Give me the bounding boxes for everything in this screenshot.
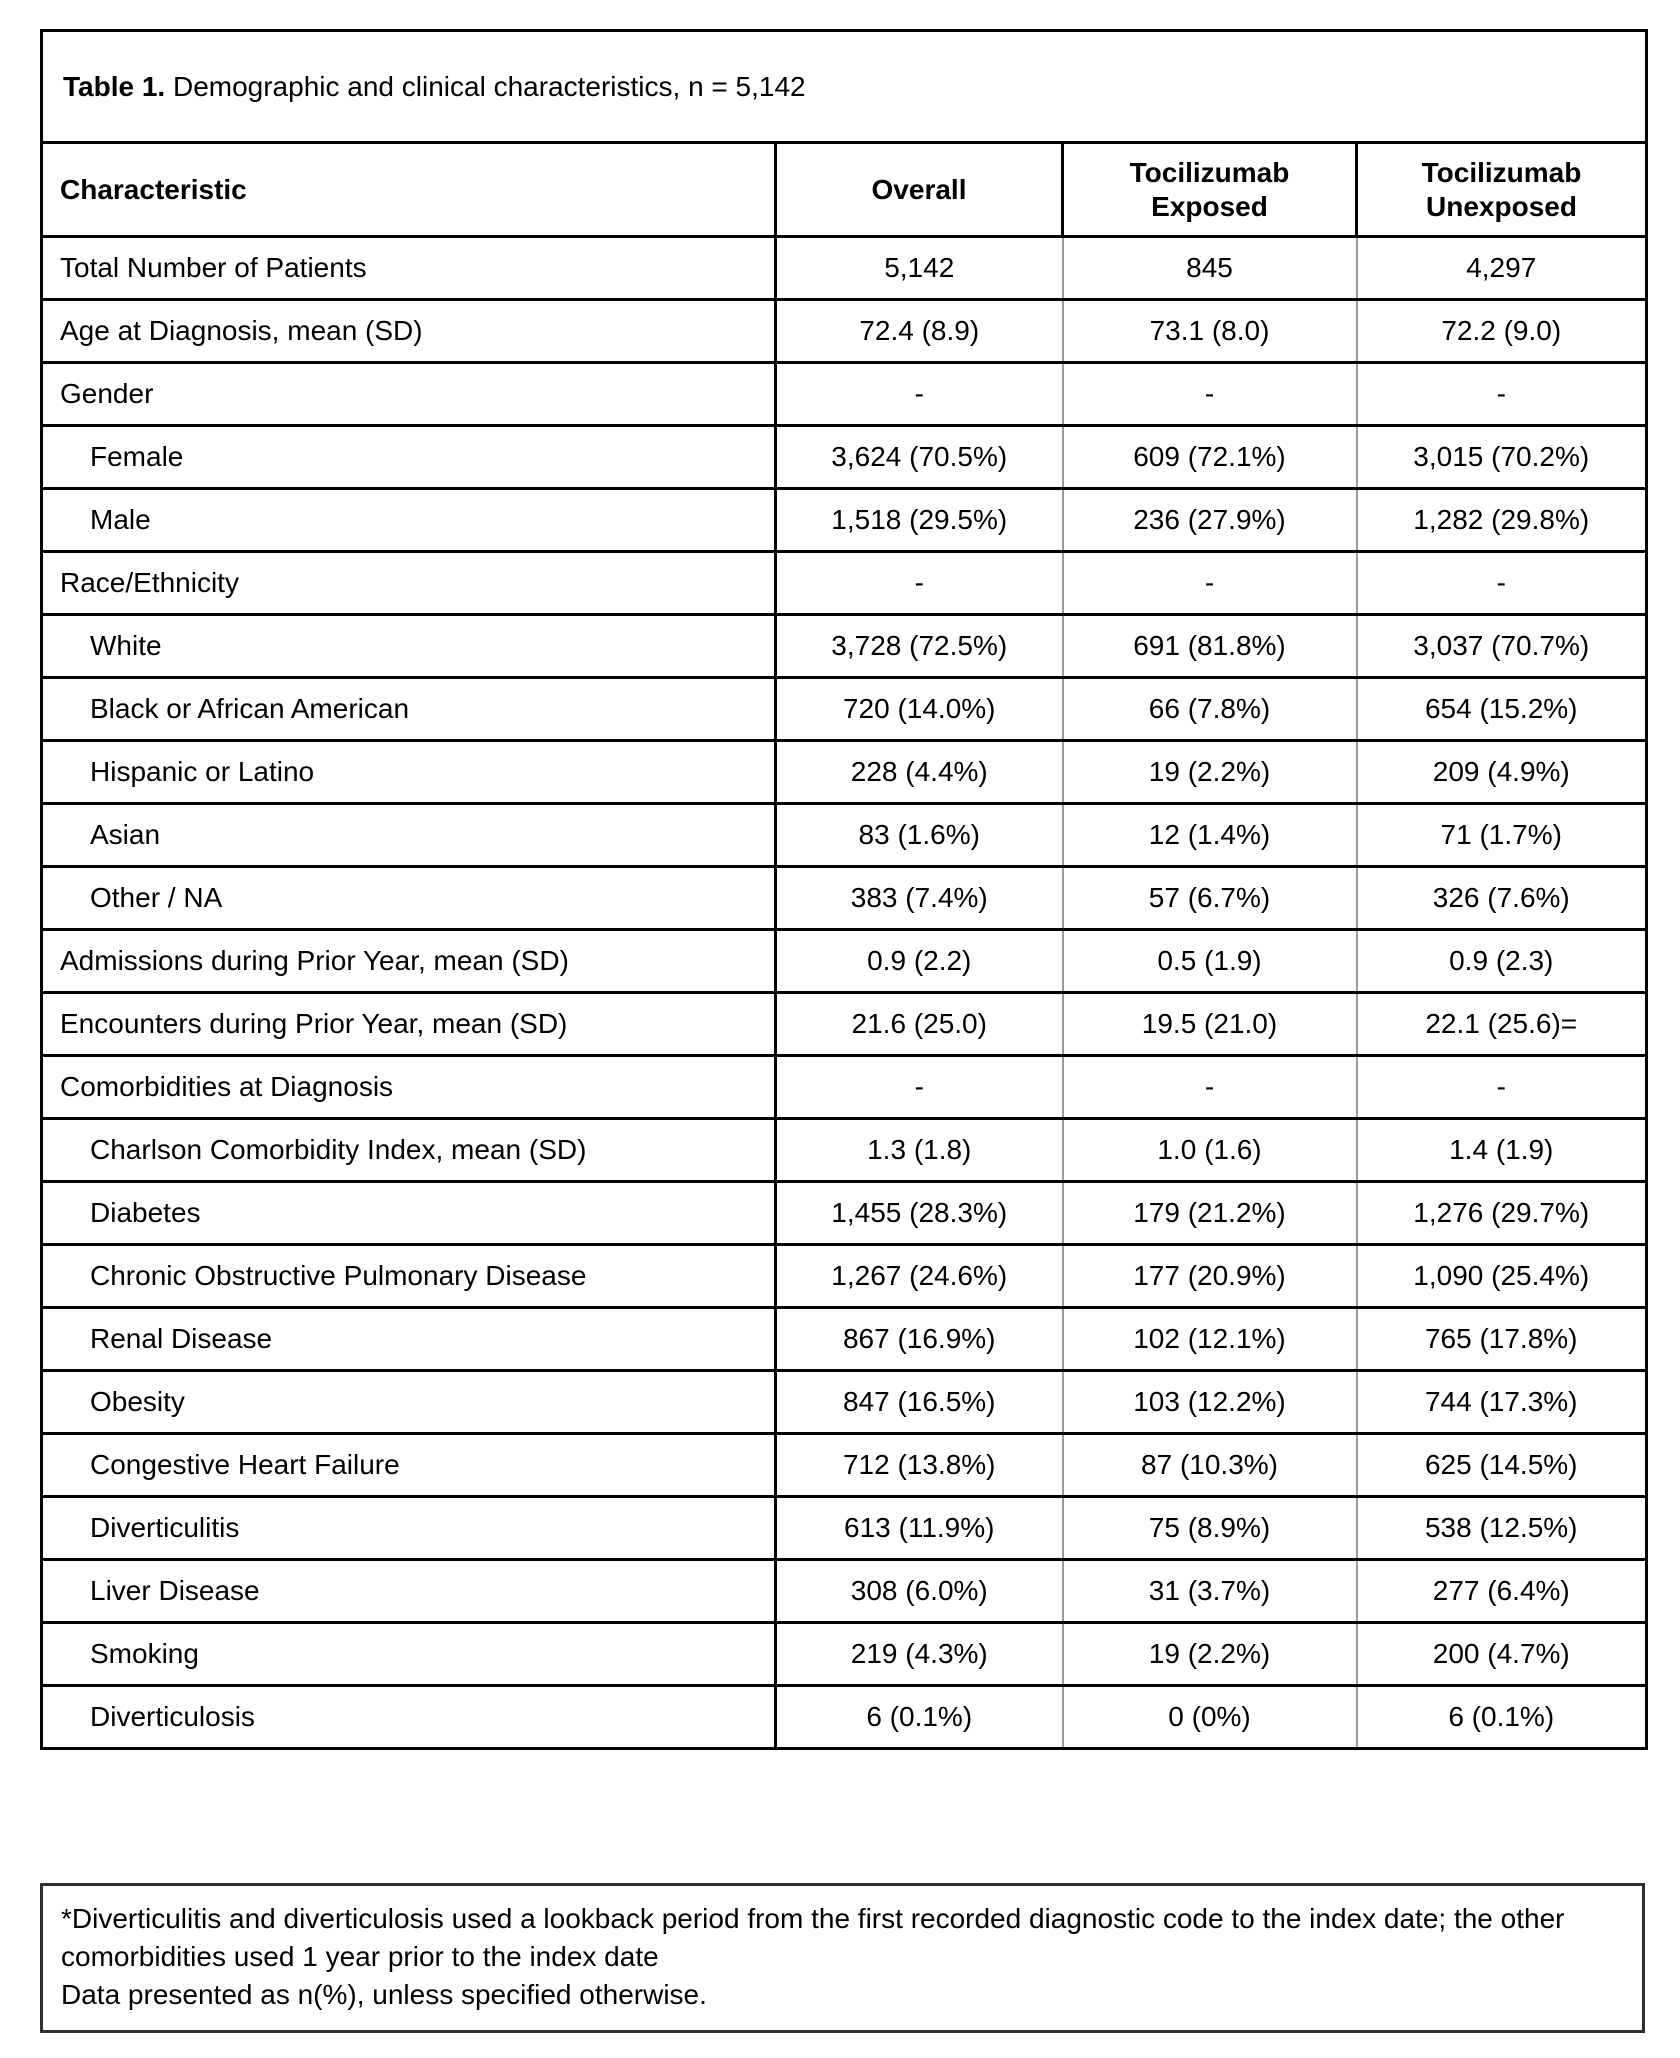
row-label-cell: Female xyxy=(42,426,776,489)
column-header-overall: Overall xyxy=(776,143,1063,237)
footnote-data-presentation-note: Data presented as n(%), unless specified otherwise. xyxy=(61,1979,707,2010)
value-cell: 12 (1.4%) xyxy=(1063,804,1357,867)
row-label-cell: Other / NA xyxy=(42,867,776,930)
table-title xyxy=(42,31,1647,143)
row-label-cell: Renal Disease xyxy=(42,1308,776,1371)
value-cell: 73.1 (8.0) xyxy=(1063,300,1357,363)
footnote-lookback-note: *Diverticulitis and diverticulosis used a lookback period from the first recorded diagnostic code to the index date; the other comorbidities used 1 year prior to the index date xyxy=(61,1903,1565,1972)
demographics-table xyxy=(40,29,1648,1750)
table-row xyxy=(42,741,1647,804)
value-cell: - xyxy=(776,552,1063,615)
value-cell: 177 (20.9%) xyxy=(1063,1245,1357,1308)
value-cell: 1.4 (1.9) xyxy=(1357,1119,1647,1182)
value-cell: 1,090 (25.4%) xyxy=(1357,1245,1647,1308)
row-label-cell: White xyxy=(42,615,776,678)
table-title-row xyxy=(42,31,1647,143)
row-label-cell: Hispanic or Latino xyxy=(42,741,776,804)
column-header-tocilizumab-unexposed: Tocilizumab Unexposed xyxy=(1357,143,1647,237)
table-row xyxy=(42,363,1647,426)
table-row xyxy=(42,1434,1647,1497)
row-label-cell: Black or African American xyxy=(42,678,776,741)
value-cell: 1.3 (1.8) xyxy=(776,1119,1063,1182)
row-label-cell: Total Number of Patients xyxy=(42,237,776,300)
value-cell: 19 (2.2%) xyxy=(1063,741,1357,804)
value-cell: 6 (0.1%) xyxy=(1357,1686,1647,1749)
value-cell: 3,015 (70.2%) xyxy=(1357,426,1647,489)
value-cell: - xyxy=(1063,1056,1357,1119)
value-cell: 19.5 (21.0) xyxy=(1063,993,1357,1056)
table-row xyxy=(42,426,1647,489)
table-row xyxy=(42,1245,1647,1308)
row-label-cell: Age at Diagnosis, mean (SD) xyxy=(42,300,776,363)
row-label-cell: Asian xyxy=(42,804,776,867)
table-header-row xyxy=(42,143,1647,237)
value-cell: - xyxy=(776,1056,1063,1119)
value-cell: 308 (6.0%) xyxy=(776,1560,1063,1623)
value-cell: 765 (17.8%) xyxy=(1357,1308,1647,1371)
value-cell: - xyxy=(776,363,1063,426)
value-cell: - xyxy=(1063,552,1357,615)
value-cell: 71 (1.7%) xyxy=(1357,804,1647,867)
value-cell: 383 (7.4%) xyxy=(776,867,1063,930)
table-row xyxy=(42,489,1647,552)
table-row xyxy=(42,1056,1647,1119)
value-cell: 691 (81.8%) xyxy=(1063,615,1357,678)
row-label-cell: Diverticulosis xyxy=(42,1686,776,1749)
value-cell: 22.1 (25.6)= xyxy=(1357,993,1647,1056)
column-header-tocilizumab-exposed: Tocilizumab Exposed xyxy=(1063,143,1357,237)
value-cell: 228 (4.4%) xyxy=(776,741,1063,804)
value-cell: 72.4 (8.9) xyxy=(776,300,1063,363)
value-cell: 102 (12.1%) xyxy=(1063,1308,1357,1371)
value-cell: 0.9 (2.3) xyxy=(1357,930,1647,993)
row-label-cell: Male xyxy=(42,489,776,552)
value-cell: 21.6 (25.0) xyxy=(776,993,1063,1056)
table-row xyxy=(42,1686,1647,1749)
value-cell: - xyxy=(1357,1056,1647,1119)
row-label-cell: Race/Ethnicity xyxy=(42,552,776,615)
table-row xyxy=(42,552,1647,615)
table-row xyxy=(42,1119,1647,1182)
table-row xyxy=(42,1308,1647,1371)
value-cell: 867 (16.9%) xyxy=(776,1308,1063,1371)
value-cell: 326 (7.6%) xyxy=(1357,867,1647,930)
table-row xyxy=(42,1371,1647,1434)
value-cell: 609 (72.1%) xyxy=(1063,426,1357,489)
value-cell: 1,267 (24.6%) xyxy=(776,1245,1063,1308)
row-label-cell: Charlson Comorbidity Index, mean (SD) xyxy=(42,1119,776,1182)
value-cell: 1,282 (29.8%) xyxy=(1357,489,1647,552)
table-title-prefix: Table 1. xyxy=(63,70,166,102)
row-label-cell: Comorbidities at Diagnosis xyxy=(42,1056,776,1119)
value-cell: - xyxy=(1357,363,1647,426)
value-cell: 179 (21.2%) xyxy=(1063,1182,1357,1245)
table-row xyxy=(42,1182,1647,1245)
value-cell: 87 (10.3%) xyxy=(1063,1434,1357,1497)
row-label-cell: Diabetes xyxy=(42,1182,776,1245)
value-cell: 0.9 (2.2) xyxy=(776,930,1063,993)
table-row xyxy=(42,867,1647,930)
value-cell: 613 (11.9%) xyxy=(776,1497,1063,1560)
row-label-cell: Obesity xyxy=(42,1371,776,1434)
value-cell: 720 (14.0%) xyxy=(776,678,1063,741)
value-cell: 5,142 xyxy=(776,237,1063,300)
value-cell: 6 (0.1%) xyxy=(776,1686,1063,1749)
table-row xyxy=(42,930,1647,993)
value-cell: 277 (6.4%) xyxy=(1357,1560,1647,1623)
value-cell: 3,728 (72.5%) xyxy=(776,615,1063,678)
value-cell: 538 (12.5%) xyxy=(1357,1497,1647,1560)
table-footnote xyxy=(40,1883,1645,2033)
row-label-cell: Smoking xyxy=(42,1623,776,1686)
value-cell: 1,276 (29.7%) xyxy=(1357,1182,1647,1245)
value-cell: 1.0 (1.6) xyxy=(1063,1119,1357,1182)
value-cell: 0 (0%) xyxy=(1063,1686,1357,1749)
value-cell: 847 (16.5%) xyxy=(776,1371,1063,1434)
value-cell: - xyxy=(1357,552,1647,615)
row-label-cell: Congestive Heart Failure xyxy=(42,1434,776,1497)
value-cell: 19 (2.2%) xyxy=(1063,1623,1357,1686)
value-cell: - xyxy=(1063,363,1357,426)
value-cell: 0.5 (1.9) xyxy=(1063,930,1357,993)
table-row xyxy=(42,1497,1647,1560)
value-cell: 209 (4.9%) xyxy=(1357,741,1647,804)
value-cell: 4,297 xyxy=(1357,237,1647,300)
value-cell: 3,624 (70.5%) xyxy=(776,426,1063,489)
row-label-cell: Encounters during Prior Year, mean (SD) xyxy=(42,993,776,1056)
value-cell: 744 (17.3%) xyxy=(1357,1371,1647,1434)
value-cell: 3,037 (70.7%) xyxy=(1357,615,1647,678)
row-label-cell: Chronic Obstructive Pulmonary Disease xyxy=(42,1245,776,1308)
value-cell: 75 (8.9%) xyxy=(1063,1497,1357,1560)
table-row xyxy=(42,1623,1647,1686)
value-cell: 654 (15.2%) xyxy=(1357,678,1647,741)
value-cell: 57 (6.7%) xyxy=(1063,867,1357,930)
value-cell: 219 (4.3%) xyxy=(776,1623,1063,1686)
value-cell: 66 (7.8%) xyxy=(1063,678,1357,741)
value-cell: 72.2 (9.0) xyxy=(1357,300,1647,363)
value-cell: 1,455 (28.3%) xyxy=(776,1182,1063,1245)
table-title-text: Demographic and clinical characteristics, n = 5,142 xyxy=(165,70,806,102)
value-cell: 625 (14.5%) xyxy=(1357,1434,1647,1497)
row-label-cell: Gender xyxy=(42,363,776,426)
column-header-characteristic: Characteristic xyxy=(42,143,776,237)
row-label-cell: Liver Disease xyxy=(42,1560,776,1623)
table-row xyxy=(42,678,1647,741)
table-row xyxy=(42,300,1647,363)
value-cell: 83 (1.6%) xyxy=(776,804,1063,867)
row-label-cell: Diverticulitis xyxy=(42,1497,776,1560)
table-row xyxy=(42,1560,1647,1623)
value-cell: 1,518 (29.5%) xyxy=(776,489,1063,552)
value-cell: 31 (3.7%) xyxy=(1063,1560,1357,1623)
value-cell: 236 (27.9%) xyxy=(1063,489,1357,552)
value-cell: 712 (13.8%) xyxy=(776,1434,1063,1497)
table-row xyxy=(42,804,1647,867)
row-label-cell: Admissions during Prior Year, mean (SD) xyxy=(42,930,776,993)
value-cell: 103 (12.2%) xyxy=(1063,1371,1357,1434)
table-row xyxy=(42,237,1647,300)
value-cell: 200 (4.7%) xyxy=(1357,1623,1647,1686)
table-row xyxy=(42,993,1647,1056)
table-row xyxy=(42,615,1647,678)
value-cell: 845 xyxy=(1063,237,1357,300)
